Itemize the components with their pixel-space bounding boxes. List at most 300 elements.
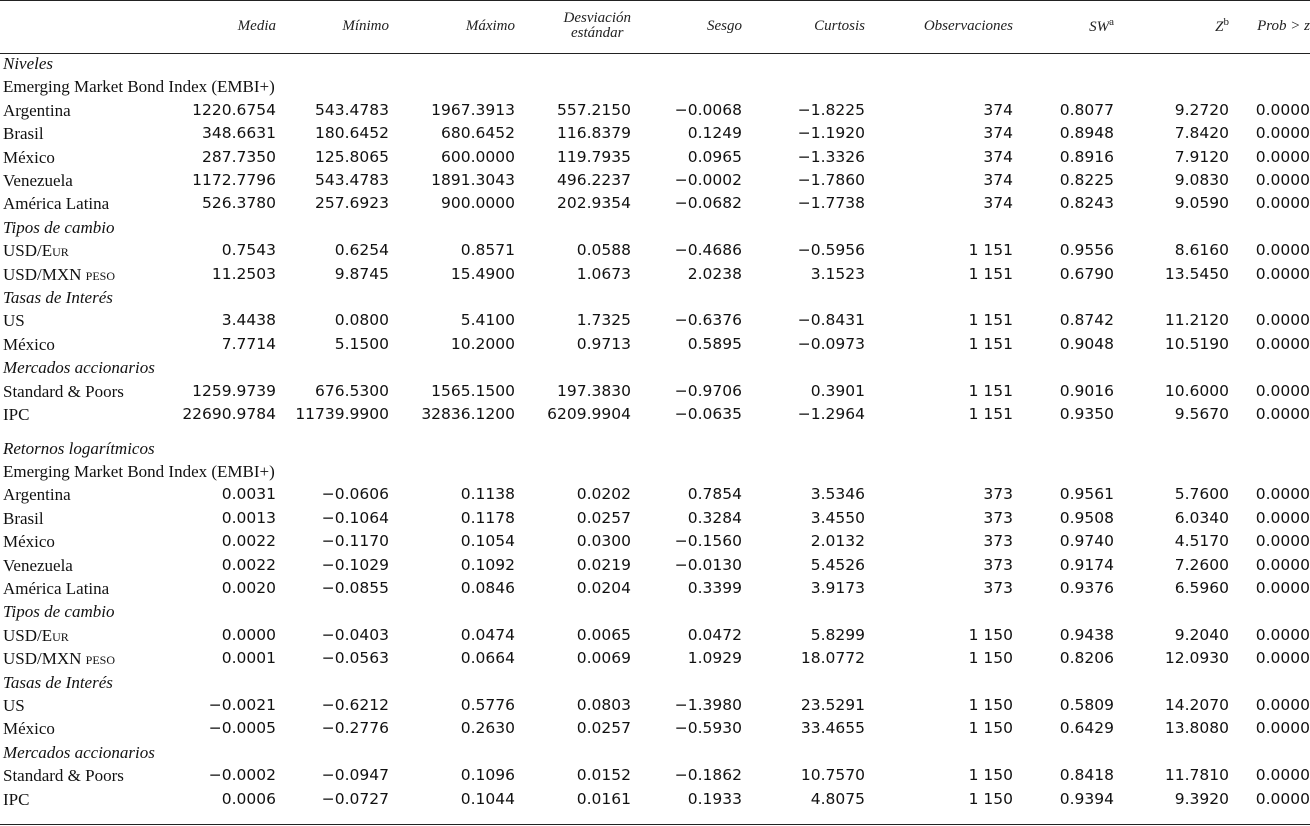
cell-sw: 0.8243: [1059, 194, 1114, 213]
group-title-text: Tasas de Interés: [3, 672, 113, 692]
cell-sw: 0.8077: [1059, 100, 1114, 119]
cell-prob: 0.0000: [1255, 171, 1310, 190]
cell-sesgo: −0.1862: [674, 766, 742, 785]
row-label: Brasil: [3, 124, 44, 144]
header-curtosis: Curtosis: [814, 17, 865, 34]
cell-curtosis: −1.7738: [797, 194, 865, 213]
cell-prob: 0.0000: [1255, 311, 1310, 330]
cell-obs: 373: [983, 485, 1013, 504]
table-row: [0, 380, 1310, 403]
cell-desv: 557.2150: [557, 100, 631, 119]
cell-z: 9.0830: [1174, 171, 1229, 190]
cell-sw: 0.9350: [1059, 405, 1114, 424]
cell-media: 0.0022: [221, 555, 276, 574]
cell-sw: 0.5809: [1059, 695, 1114, 714]
cell-z: 7.2600: [1174, 555, 1229, 574]
cell-desv: 116.8379: [557, 124, 631, 143]
cell-z: 9.3920: [1174, 789, 1229, 808]
cell-minimo: −0.0403: [321, 625, 389, 644]
cell-media: 1259.9739: [192, 381, 276, 400]
cell-sesgo: −1.3980: [674, 695, 742, 714]
cell-maximo: 0.8571: [460, 241, 515, 260]
cell-minimo: 0.6254: [334, 241, 389, 260]
cell-maximo: 0.0664: [460, 649, 515, 668]
table-row: [0, 554, 1310, 577]
cell-curtosis: 18.0772: [800, 649, 865, 668]
cell-obs: 1 151: [968, 241, 1013, 260]
cell-obs: 373: [983, 532, 1013, 551]
section-title: [0, 437, 1310, 460]
cell-minimo: −0.6212: [321, 695, 389, 714]
cell-minimo: −0.0606: [321, 485, 389, 504]
cell-z: 4.5170: [1174, 532, 1229, 551]
cell-sw: 0.9438: [1059, 625, 1114, 644]
cell-prob: 0.0000: [1255, 100, 1310, 119]
table-row: [0, 647, 1310, 670]
cell-sw: 0.8418: [1059, 766, 1114, 785]
spacer-cell: [0, 427, 1310, 437]
cell-sw: 0.9394: [1059, 789, 1114, 808]
table-row: [0, 192, 1310, 215]
cell-obs: 374: [983, 100, 1013, 119]
table-row: [0, 169, 1310, 192]
cell-maximo: 1565.1500: [431, 381, 515, 400]
cell-prob: 0.0000: [1255, 766, 1310, 785]
cell-desv: 0.0204: [576, 578, 631, 597]
cell-media: 0.0006: [221, 789, 276, 808]
table-row: [0, 530, 1310, 553]
header-media: Media: [237, 17, 276, 34]
cell-desv: 6209.9904: [547, 405, 631, 424]
table-row: [0, 717, 1310, 740]
cell-maximo: 15.4900: [450, 264, 515, 283]
cell-media: −0.0021: [208, 695, 276, 714]
embi-title: [0, 460, 1310, 483]
block-spacer: [0, 427, 1310, 437]
cell-sw: 0.9016: [1059, 381, 1114, 400]
row-label: México: [3, 532, 55, 552]
table-row: [0, 764, 1310, 787]
cell-maximo: 0.1178: [460, 508, 515, 527]
cell-media: 348.6631: [202, 124, 276, 143]
cell-media: 1172.7796: [192, 171, 276, 190]
cell-minimo: −0.1029: [321, 555, 389, 574]
cell-sesgo: −0.5930: [674, 719, 742, 738]
table-row: [0, 694, 1310, 717]
cell-sw: 0.8225: [1059, 171, 1114, 190]
row-label: Argentina: [3, 100, 71, 120]
cell-prob: 0.0000: [1255, 625, 1310, 644]
cell-desv: 202.9354: [557, 194, 631, 213]
cell-media: 22690.9784: [182, 405, 276, 424]
cell-maximo: 1891.3043: [431, 171, 515, 190]
cell-obs: 1 151: [968, 381, 1013, 400]
row-label: Standard & Poors: [3, 381, 124, 401]
cell-desv: 0.0161: [576, 789, 631, 808]
cell-sesgo: −0.1560: [674, 532, 742, 551]
cell-curtosis: −1.2964: [797, 405, 865, 424]
cell-sw: 0.9556: [1059, 241, 1114, 260]
row-label: IPC: [3, 405, 30, 425]
cell-desv: 0.0257: [576, 508, 631, 527]
cell-z: 9.5670: [1174, 405, 1229, 424]
header-rule: [0, 53, 1310, 54]
cell-media: 7.7714: [221, 334, 276, 353]
cell-media: 0.0001: [221, 649, 276, 668]
table-row: [0, 403, 1310, 426]
cell-curtosis: 4.8075: [810, 789, 865, 808]
cell-maximo: 0.0846: [460, 578, 515, 597]
cell-sesgo: −0.0682: [674, 194, 742, 213]
cell-sw: 0.6790: [1059, 264, 1114, 283]
cell-prob: 0.0000: [1255, 485, 1310, 504]
cell-sw: 0.9508: [1059, 508, 1114, 527]
cell-maximo: 0.1044: [460, 789, 515, 808]
cell-media: 1220.6754: [192, 100, 276, 119]
cell-media: 11.2503: [211, 264, 276, 283]
row-label: US: [3, 695, 25, 715]
cell-desv: 0.0065: [576, 625, 631, 644]
row-label: USD/MXN peso: [3, 264, 115, 284]
group-title: [0, 286, 1310, 309]
cell-media: 0.0022: [221, 532, 276, 551]
cell-obs: 373: [983, 578, 1013, 597]
cell-maximo: 900.0000: [441, 194, 515, 213]
cell-maximo: 10.2000: [450, 334, 515, 353]
header-observaciones: Observaciones: [923, 17, 1013, 34]
cell-z: 5.7600: [1174, 485, 1229, 504]
cell-desv: 0.0202: [576, 485, 631, 504]
table-row: [0, 333, 1310, 356]
embi-title: [0, 75, 1310, 98]
cell-z: 8.6160: [1174, 241, 1229, 260]
cell-desv: 0.0152: [576, 766, 631, 785]
cell-obs: 373: [983, 508, 1013, 527]
bottom-rule: [0, 824, 1310, 825]
cell-maximo: 0.5776: [460, 695, 515, 714]
cell-sesgo: −0.0635: [674, 405, 742, 424]
table-row: [0, 624, 1310, 647]
cell-prob: 0.0000: [1255, 789, 1310, 808]
cell-minimo: 180.6452: [315, 124, 389, 143]
cell-sesgo: 0.5895: [687, 334, 742, 353]
cell-desv: 0.0219: [576, 555, 631, 574]
cell-z: 13.5450: [1164, 264, 1229, 283]
cell-z: 14.2070: [1164, 695, 1229, 714]
row-label: USD/Eur: [3, 241, 69, 261]
cell-curtosis: 3.5346: [810, 485, 865, 504]
section-title: [0, 52, 1310, 75]
cell-z: 7.9120: [1174, 147, 1229, 166]
group-title: [0, 356, 1310, 379]
cell-prob: 0.0000: [1255, 532, 1310, 551]
section-title-text: Niveles: [3, 54, 54, 73]
cell-curtosis: 2.0132: [810, 532, 865, 551]
cell-sw: 0.9561: [1059, 485, 1114, 504]
cell-desv: 197.3830: [557, 381, 631, 400]
cell-desv: 0.0803: [576, 695, 631, 714]
cell-curtosis: −0.5956: [797, 241, 865, 260]
cell-sesgo: 2.0238: [687, 264, 742, 283]
cell-curtosis: −1.8225: [797, 100, 865, 119]
cell-obs: 373: [983, 555, 1013, 574]
cell-sesgo: −0.0130: [674, 555, 742, 574]
cell-minimo: 0.0800: [334, 311, 389, 330]
table-row: [0, 239, 1310, 262]
row-label: América Latina: [3, 194, 110, 214]
row-label: México: [3, 147, 55, 167]
cell-maximo: 0.0474: [460, 625, 515, 644]
cell-minimo: 125.8065: [315, 147, 389, 166]
cell-minimo: −0.2776: [321, 719, 389, 738]
cell-sesgo: −0.6376: [674, 311, 742, 330]
cell-obs: 1 151: [968, 311, 1013, 330]
cell-maximo: 0.1096: [460, 766, 515, 785]
cell-sw: 0.8206: [1059, 649, 1114, 668]
cell-z: 12.0930: [1164, 649, 1229, 668]
cell-z: 11.7810: [1164, 766, 1229, 785]
cell-maximo: 680.6452: [441, 124, 515, 143]
cell-prob: 0.0000: [1255, 381, 1310, 400]
row-label: Brasil: [3, 508, 44, 528]
cell-z: 9.2040: [1174, 625, 1229, 644]
cell-prob: 0.0000: [1255, 555, 1310, 574]
cell-obs: 1 150: [968, 649, 1013, 668]
cell-obs: 374: [983, 147, 1013, 166]
cell-sesgo: 0.3399: [687, 578, 742, 597]
header-label-col: [0, 0, 168, 52]
cell-prob: 0.0000: [1255, 695, 1310, 714]
row-label: USD/MXN peso: [3, 649, 115, 669]
cell-desv: 119.7935: [557, 147, 631, 166]
cell-obs: 1 151: [968, 334, 1013, 353]
row-label: Argentina: [3, 485, 71, 505]
cell-curtosis: −1.3326: [797, 147, 865, 166]
cell-prob: 0.0000: [1255, 264, 1310, 283]
table-row: [0, 309, 1310, 332]
cell-sw: 0.9174: [1059, 555, 1114, 574]
cell-desv: 1.0673: [576, 264, 631, 283]
header-sw: $SW^a$: [1089, 16, 1114, 35]
cell-obs: 374: [983, 171, 1013, 190]
cell-media: −0.0002: [208, 766, 276, 785]
cell-minimo: 257.6923: [315, 194, 389, 213]
cell-sesgo: 0.0965: [687, 147, 742, 166]
cell-obs: 1 150: [968, 625, 1013, 644]
cell-prob: 0.0000: [1255, 405, 1310, 424]
cell-z: 9.0590: [1174, 194, 1229, 213]
header-desviacion: Desviación estándar: [563, 9, 631, 41]
cell-curtosis: 10.7570: [800, 766, 865, 785]
cell-sesgo: 0.3284: [687, 508, 742, 527]
cell-obs: 1 150: [968, 789, 1013, 808]
cell-media: 526.3780: [202, 194, 276, 213]
cell-media: 3.4438: [221, 311, 276, 330]
header-z: $Z^b$: [1215, 16, 1229, 35]
cell-media: 0.0031: [221, 485, 276, 504]
cell-sesgo: 1.0929: [687, 649, 742, 668]
cell-maximo: 600.0000: [441, 147, 515, 166]
cell-curtosis: −0.8431: [797, 311, 865, 330]
cell-curtosis: −1.1920: [797, 124, 865, 143]
header-maximo: Máximo: [465, 17, 515, 34]
cell-media: 0.7543: [221, 241, 276, 260]
cell-prob: 0.0000: [1255, 241, 1310, 260]
table-row: [0, 788, 1310, 811]
header-minimo: Mínimo: [342, 17, 389, 34]
cell-desv: 1.7325: [576, 311, 631, 330]
cell-media: 0.0013: [221, 508, 276, 527]
cell-curtosis: 3.1523: [810, 264, 865, 283]
group-title: [0, 671, 1310, 694]
row-label: México: [3, 334, 55, 354]
cell-z: 10.6000: [1164, 381, 1229, 400]
row-label: México: [3, 719, 55, 739]
cell-sesgo: −0.0068: [674, 100, 742, 119]
table-row: [0, 483, 1310, 506]
row-label: US: [3, 311, 25, 331]
cell-prob: 0.0000: [1255, 578, 1310, 597]
cell-curtosis: 23.5291: [800, 695, 865, 714]
cell-obs: 1 150: [968, 766, 1013, 785]
cell-curtosis: 33.4655: [800, 719, 865, 738]
cell-z: 6.0340: [1174, 508, 1229, 527]
cell-maximo: 32836.1200: [421, 405, 515, 424]
cell-obs: 374: [983, 194, 1013, 213]
cell-media: 0.0020: [221, 578, 276, 597]
cell-prob: 0.0000: [1255, 649, 1310, 668]
cell-sesgo: −0.4686: [674, 241, 742, 260]
cell-sw: 0.8742: [1059, 311, 1114, 330]
row-label: América Latina: [3, 578, 110, 598]
cell-minimo: 9.8745: [334, 264, 389, 283]
cell-curtosis: 5.8299: [810, 625, 865, 644]
header-prob: Prob > z: [1257, 17, 1310, 34]
cell-obs: 1 150: [968, 719, 1013, 738]
cell-maximo: 0.1138: [460, 485, 515, 504]
cell-minimo: 676.5300: [315, 381, 389, 400]
embi-title-text: Emerging Market Bond Index (EMBI+): [3, 461, 275, 481]
cell-minimo: 11739.9900: [295, 405, 389, 424]
row-label: Standard & Poors: [3, 766, 124, 786]
group-title-text: Tipos de cambio: [3, 217, 115, 237]
group-title-text: Tipos de cambio: [3, 602, 115, 622]
cell-z: 10.5190: [1164, 334, 1229, 353]
row-label: Venezuela: [3, 171, 73, 191]
cell-sw: 0.6429: [1059, 719, 1114, 738]
cell-prob: 0.0000: [1255, 719, 1310, 738]
table-row: [0, 507, 1310, 530]
cell-maximo: 1967.3913: [431, 100, 515, 119]
cell-z: 7.8420: [1174, 124, 1229, 143]
cell-curtosis: 3.4550: [810, 508, 865, 527]
embi-title-text: Emerging Market Bond Index (EMBI+): [3, 77, 275, 97]
cell-curtosis: 3.9173: [810, 578, 865, 597]
group-title: [0, 600, 1310, 623]
cell-sesgo: 0.7854: [687, 485, 742, 504]
header-row: [0, 0, 1310, 52]
cell-sw: 0.9376: [1059, 578, 1114, 597]
cell-z: 6.5960: [1174, 578, 1229, 597]
cell-sesgo: −0.9706: [674, 381, 742, 400]
table-row: [0, 577, 1310, 600]
group-title: [0, 741, 1310, 764]
cell-desv: 0.9713: [576, 334, 631, 353]
group-title-text: Tasas de Interés: [3, 288, 113, 308]
cell-curtosis: 0.3901: [810, 381, 865, 400]
cell-sw: 0.8916: [1059, 147, 1114, 166]
table-row: [0, 263, 1310, 286]
cell-z: 9.2720: [1174, 100, 1229, 119]
cell-z: 11.2120: [1164, 311, 1229, 330]
cell-media: −0.0005: [208, 719, 276, 738]
cell-minimo: −0.0947: [321, 766, 389, 785]
cell-maximo: 0.2630: [460, 719, 515, 738]
cell-obs: 374: [983, 124, 1013, 143]
cell-sw: 0.8948: [1059, 124, 1114, 143]
cell-minimo: −0.1170: [321, 532, 389, 551]
cell-maximo: 0.1092: [460, 555, 515, 574]
cell-desv: 496.2237: [557, 171, 631, 190]
cell-prob: 0.0000: [1255, 147, 1310, 166]
cell-prob: 0.0000: [1255, 334, 1310, 353]
cell-curtosis: −1.7860: [797, 171, 865, 190]
cell-desv: 0.0300: [576, 532, 631, 551]
table-row: [0, 146, 1310, 169]
cell-maximo: 0.1054: [460, 532, 515, 551]
cell-minimo: −0.0727: [321, 789, 389, 808]
cell-prob: 0.0000: [1255, 508, 1310, 527]
table-row: [0, 99, 1310, 122]
table-body: [0, 52, 1310, 811]
cell-minimo: 5.1500: [334, 334, 389, 353]
cell-obs: 1 151: [968, 264, 1013, 283]
row-label: USD/Eur: [3, 625, 69, 645]
cell-desv: 0.0257: [576, 719, 631, 738]
row-label: Venezuela: [3, 555, 73, 575]
cell-desv: 0.0069: [576, 649, 631, 668]
table-row: [0, 122, 1310, 145]
cell-sesgo: 0.1933: [687, 789, 742, 808]
header-sesgo: Sesgo: [707, 17, 742, 34]
group-title-text: Mercados accionarios: [3, 742, 155, 762]
cell-minimo: 543.4783: [315, 100, 389, 119]
row-label: IPC: [3, 789, 30, 809]
cell-curtosis: 5.4526: [810, 555, 865, 574]
cell-media: 0.0000: [221, 625, 276, 644]
cell-sw: 0.9048: [1059, 334, 1114, 353]
cell-obs: 1 151: [968, 405, 1013, 424]
cell-obs: 1 150: [968, 695, 1013, 714]
cell-minimo: −0.0855: [321, 578, 389, 597]
group-title: [0, 216, 1310, 239]
cell-media: 287.7350: [202, 147, 276, 166]
cell-minimo: −0.0563: [321, 649, 389, 668]
cell-maximo: 5.4100: [460, 311, 515, 330]
cell-prob: 0.0000: [1255, 194, 1310, 213]
cell-minimo: 543.4783: [315, 171, 389, 190]
cell-curtosis: −0.0973: [797, 334, 865, 353]
cell-sesgo: −0.0002: [674, 171, 742, 190]
group-title-text: Mercados accionarios: [3, 358, 155, 378]
cell-z: 13.8080: [1164, 719, 1229, 738]
cell-sesgo: 0.1249: [687, 124, 742, 143]
cell-prob: 0.0000: [1255, 124, 1310, 143]
cell-minimo: −0.1064: [321, 508, 389, 527]
cell-sesgo: 0.0472: [687, 625, 742, 644]
section-title-text: Retornos logarítmicos: [3, 438, 155, 458]
cell-sw: 0.9740: [1059, 532, 1114, 551]
